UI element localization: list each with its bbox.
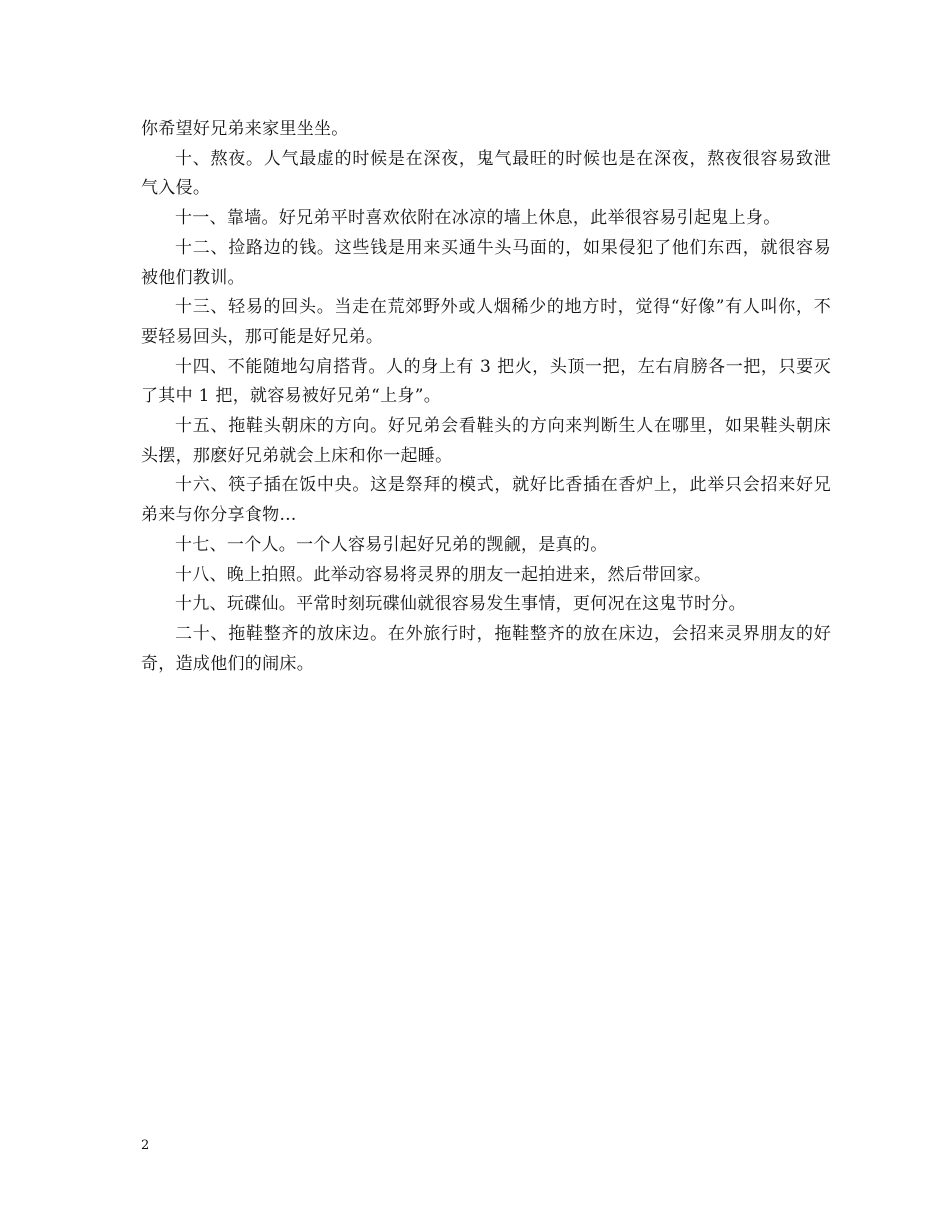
paragraph: 你希望好兄弟来家里坐坐。 <box>141 119 349 139</box>
paragraph: 十五、拖鞋头朝床的方向。好兄弟会看鞋头的方向来判断生人在哪里，如果鞋头朝床头摆，那麽好兄弟就会上床和你一起睡。 <box>141 416 831 466</box>
paragraph: 十三、轻易的回头。当走在荒郊野外或人烟稀少的地方时，觉得“好像”有人叫你，不要轻易回头，那可能是好兄弟。 <box>141 297 831 347</box>
paragraph: 十一、靠墙。好兄弟平时喜欢依附在冰凉的墙上休息，此举很容易引起鬼上身。 <box>175 208 781 229</box>
paragraph: 十、熬夜。人气最虚的时候是在深夜，鬼气最旺的时候也是在深夜，熬夜很容易致泄气入侵。 <box>141 148 831 199</box>
paragraph: 十七、一个人。一个人容易引起好兄弟的觊觎，是真的。 <box>175 534 608 555</box>
document-body <box>141 115 831 679</box>
paragraph: 十四、不能随地勾肩搭背。人的身上有 3 把火，头顶一把，左右肩膀各一把，只要灭了其中 1 把，就容易被好兄弟“上身”。 <box>141 356 831 407</box>
paragraph: 二十、拖鞋整齐的放床边。在外旅行时，拖鞋整齐的放在床边，会招来灵界朋友的好奇，造成他们的闹床。 <box>141 623 831 674</box>
page-number: 2 <box>141 1138 150 1153</box>
paragraph: 十八、晚上拍照。此举动容易将灵界的朋友一起拍进来，然后带回家。 <box>175 564 712 585</box>
paragraph: 十九、玩碟仙。平常时刻玩碟仙就很容易发生事情，更何况在这鬼节时分。 <box>175 594 746 615</box>
paragraph: 十二、捡路边的钱。这些钱是用来买通牛头马面的，如果侵犯了他们东西，就很容易被他们教训。 <box>141 237 831 288</box>
paragraph: 十六、筷子插在饭中央。这是祭拜的模式，就好比香插在香炉上，此举只会招来好兄弟来与你分享食物… <box>141 475 831 526</box>
